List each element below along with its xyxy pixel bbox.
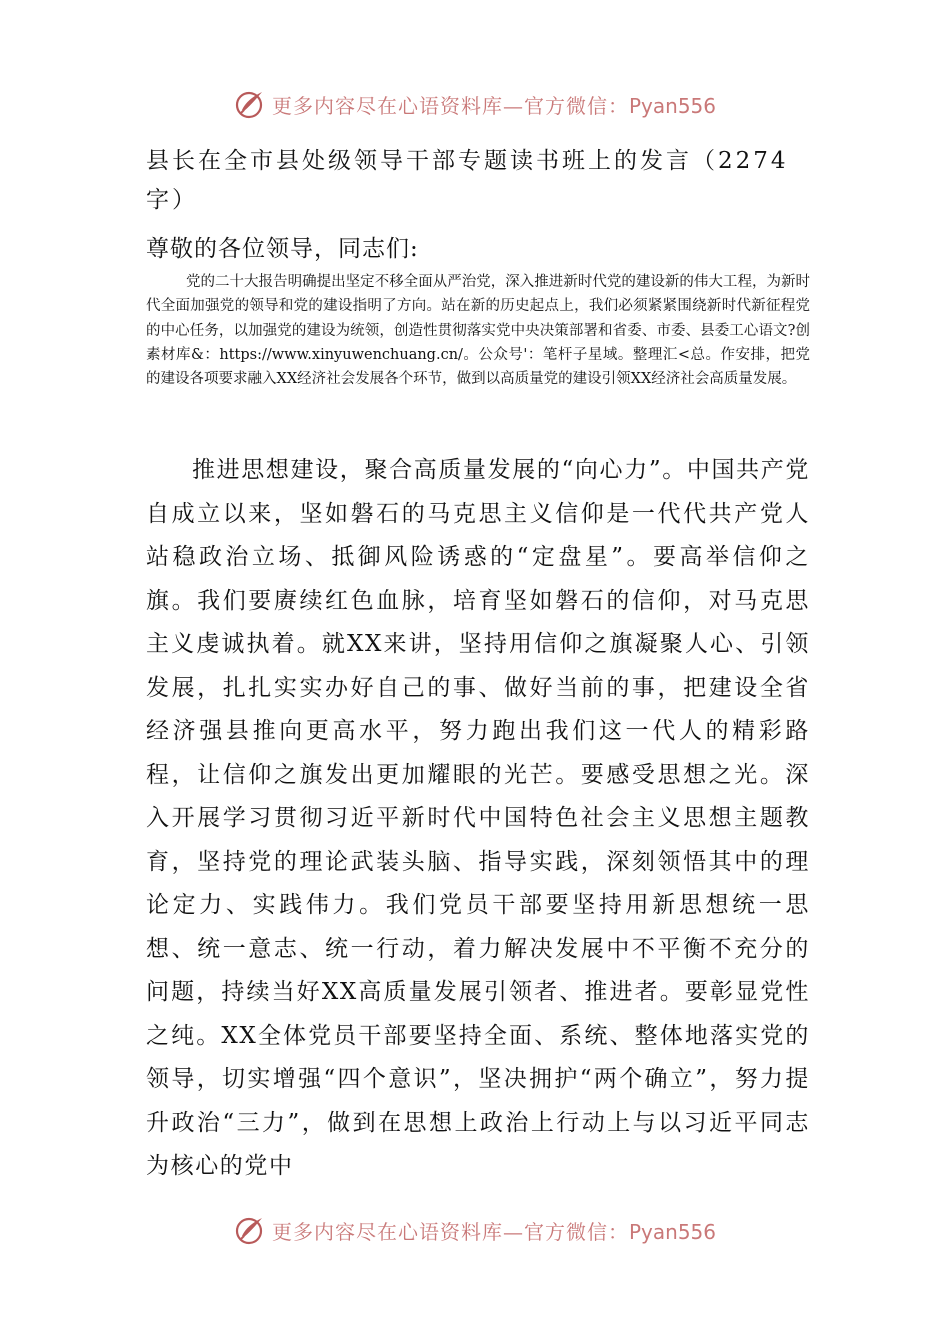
header-banner <box>0 84 950 124</box>
pen-logo-icon <box>234 1214 266 1246</box>
intro-paragraph: 党的二十大报告明确提出坚定不移全面从严治党，深入推进新时代党的建设新的伟大工程，为新时代全面加强党的领导和党的建设指明了方向。站在新的历史起点上，我们必须紧紧围绕新时代新征程党的中心任务，以加强党的建设为统领，创造性贯彻落实党中央决策部署和省委、市委、县委工心语文?创素材库&：https://www.xinyuwenchuang.cn/。公众号'：笔杆子星域。整理汇<总。作安排，把党的建设各项要求融入XX经济社会发展各个环节，做到以高质量党的建设引领XX经济社会高质量发展。 <box>146 274 810 388</box>
banner-text: 更多内容尽在心语资料库—官方微信：Pyan556 <box>271 1219 716 1244</box>
footer-banner <box>0 1210 950 1250</box>
pen-logo-icon <box>234 88 266 120</box>
document-title: 县长在全市县处级领导干部专题读书班上的发言（2274字） <box>146 148 789 213</box>
salutation: 尊敬的各位领导，同志们: <box>146 236 419 262</box>
banner-text: 更多内容尽在心语资料库—官方微信：Pyan556 <box>271 93 716 118</box>
body-paragraph: 推进思想建设，聚合高质量发展的“向心力”。中国共产党自成立以来，坚如磐石的马克思主义信仰是一代代共产党人站稳政治立场、抵御风险诱惑的“定盘星”。要高举信仰之旗。我们要赓续红色血脉，培育坚如磐石的信仰，对马克思主义虔诚执着。就XX来讲，坚持用信仰之旗凝聚人心、引领发展，扎扎实实办好自己的事、做好当前的事，把建设全省经济强县推向更高水平，努力跑出我们这一代人的精彩路程，让信仰之旗发出更加耀眼的光芒。要感受思想之光。深入开展学习贯彻习近平新时代中国特色社会主义思想主题教育，坚持党的理论武装头脑、指导实践，深刻领悟其中的理论定力、实践伟力。我们党员干部要坚持用新思想统一思想、统一意志、统一行动，着力解决发展中不平衡不充分的问题，持续当好XX高质量发展引领者、推进者。要彰显党性之纯。XX全体党员干部要坚持全面、系统、整体地落实党的领导，切实增强“四个意识”，坚决拥护“两个确立”，努力提升政治“三力”，做到在思想上政治上行动上与以习近平同志为核心的党中 <box>146 457 810 1179</box>
